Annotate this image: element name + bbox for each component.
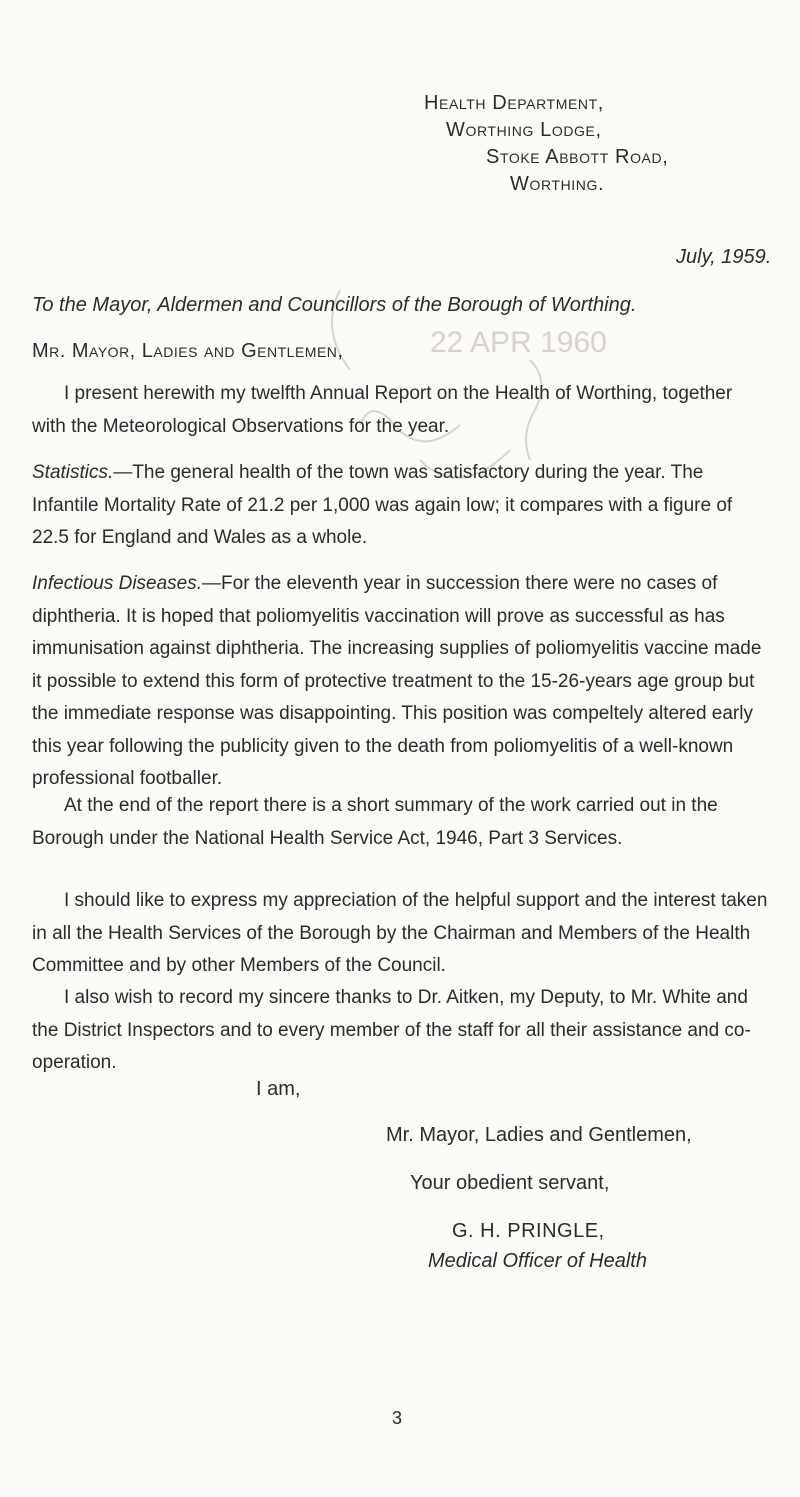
closing-servant: Your obedient servant, <box>410 1172 610 1194</box>
page-number: 3 <box>392 1408 403 1428</box>
addressee-line: To the Mayor, Aldermen and Councillors of the Borough of Worthing. <box>32 294 637 316</box>
summary-paragraph: At the end of the report there is a short summary of the work carried out in the Borough under the National Health Service Act, 1946, Part 3 Services. <box>32 795 718 849</box>
statistics-heading: Statistics. <box>32 462 114 483</box>
infectious-diseases-paragraph <box>32 568 770 796</box>
sender-address <box>424 90 668 198</box>
intro-paragraph: I present herewith my twelfth Annual Report on the Health of Worthing, together with the Meteorological Observations for the year. <box>32 383 733 437</box>
closing-i-am: I am, <box>256 1078 301 1100</box>
signatory-title: Medical Officer of Health <box>428 1250 647 1272</box>
statistics-paragraph <box>32 457 770 555</box>
infectious-text: —For the eleventh year in succession there were no cases of diphtheria. It is hoped that poliomyelitis vaccination will prove as successful as has immunisation against diphtheria. The increasing supplies of poliomyelitis vaccine made it possible to extend this form of protective treatment to the 15-26-years age group but the immediate response was disappointing. This position was compeltely altered early this year following the publicity given to the death from poliomyelitis of a well-known professional footballer. <box>32 573 762 789</box>
svg-text:22 APR 1960: 22 APR 1960 <box>430 326 607 359</box>
address-line-1: Health Department, <box>424 92 604 114</box>
closing-address: Mr. Mayor, Ladies and Gentlemen, <box>386 1124 692 1146</box>
letter-date: July, 1959. <box>676 246 772 268</box>
appreciation-paragraph: I should like to express my appreciation of the helpful support and the interest taken in all the Health Services of the Borough by the Chairman and Members of the Health Committee and by other Members of the Council. <box>32 890 768 976</box>
address-line-3: Stoke Abbott Road, <box>486 146 669 168</box>
thanks-paragraph: I also wish to record my sincere thanks to Dr. Aitken, my Deputy, to Mr. White and the District Inspectors and to every member of the staff for all their assistance and co-operation. <box>32 987 751 1073</box>
signatory-name: G. H. PRINGLE, <box>452 1220 605 1242</box>
address-line-2: Worthing Lodge, <box>446 119 602 141</box>
statistics-text: —The general health of the town was satisfactory during the year. The Infantile Mortality Rate of 21.2 per 1,000 was again low; it compares with a figure of 22.5 for England and Wales as a whole. <box>32 462 733 548</box>
address-line-4: Worthing. <box>510 173 605 195</box>
infectious-heading: Infectious Diseases. <box>32 573 203 594</box>
greeting-line: Mr. Mayor, Ladies and Gentlemen, <box>32 340 344 362</box>
